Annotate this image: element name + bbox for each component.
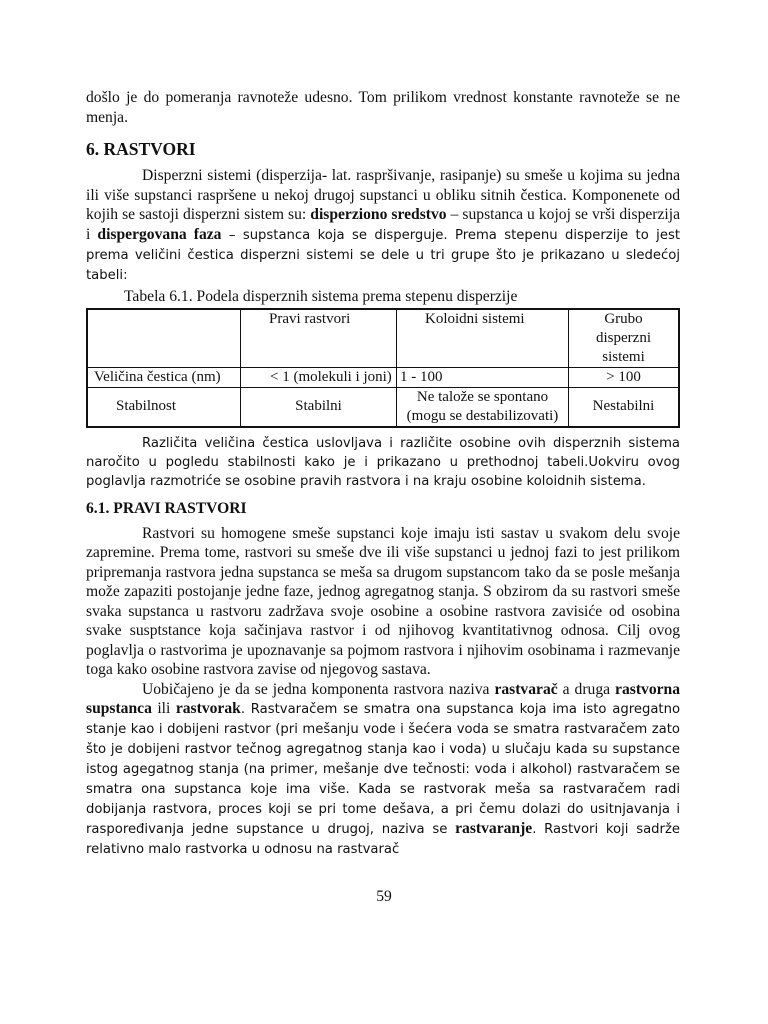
table-header-cell: Pravi rastvori — [241, 309, 397, 368]
table-cell: Stabilni — [241, 387, 397, 427]
table-header-cell — [87, 309, 241, 368]
term-rastvorak: rastvorak — [175, 700, 241, 717]
p4-text-a: Uobičajeno je da se jedna komponenta rastvora naziva — [142, 680, 495, 698]
p1-text-c: – supstanca u kojoj se vrši disperzija i — [86, 206, 681, 243]
term-rastvarac: rastvarač — [494, 680, 558, 698]
p4-text-d: ili — [151, 700, 176, 717]
dispersion-table — [86, 308, 680, 428]
table-row — [87, 367, 679, 387]
page-body — [86, 88, 680, 859]
table-cell: Nestabilni — [569, 387, 680, 427]
term-disperziono-sredstvo: disperziono sredstvo — [310, 206, 447, 223]
p1-text-a: Disperzni sistemi (disperzija- lat. raspršivanje, rasipanje) su smeše u kojima su jedna ili više supstanci raspršene u nekoj drugoj supstanci u obliku sitnih čestica. Komponenete od kojih se sastoji disperzni sistem su: — [86, 167, 680, 223]
table-cell: Veličina čestica (nm) — [87, 367, 241, 387]
table-cell: Ne talože se spontano (mogu se destabilizovati) — [397, 387, 569, 427]
table-cell: 1 - 100 — [397, 367, 569, 387]
intro-paragraph: došlo je do pomeranja ravnoteže udesno. Tom prilikom vrednost konstante ravnoteže se ne menja. — [86, 89, 680, 126]
page-number: 59 — [376, 888, 392, 905]
paragraph-true-solutions: Rastvori su homogene smeše supstanci koje imaju isti sastav u svakom delu svoje zapremine. Prema tome, rastvori su smeše dve ili više supstanci u jednoj fazi to jest prilikom pripremanja rastvora jedna supstanca se meša sa drugom supstancom tako da se posle mešanja može zapaziti postojanje jedne faze, jednog agregatnog stanja. S obzirom da su rastvori smeše svaka supstanca u rastvoru zadržava svoje osobine a osobine rastvora zavisiće od osobina svake susptstance koja sačinjava rastvor i od njihovog kvantitativnog odnosa. Cilj ovog poglavlja o rastvorima je upoznavanje sa pojmom rastvora i njihovim osobinama i razmevanje toga kako osobine rastvora zavise od njegovog sastava. — [86, 524, 680, 678]
section-title: 6. RASTVORI — [86, 139, 196, 159]
table-cell — [241, 367, 397, 387]
table-cell: > 100 — [569, 367, 680, 387]
table-caption: Tabela 6.1. Podela disperznih sistema prema stepenu disperzije — [124, 287, 518, 305]
table-header-cell: Koloidni sistemi — [397, 309, 569, 368]
table-cell: Stabilnost — [87, 387, 241, 427]
term-rastvaranje: rastvaranje — [455, 820, 533, 837]
table-header-row — [87, 309, 679, 368]
term-rastvorna-supstanca: rastvorna supstanca — [86, 680, 681, 717]
subsection-title: 6.1. PRAVI RASTVORI — [86, 499, 247, 517]
table-cell-text: < 1 (molekuli i joni) — [270, 368, 392, 385]
table-row — [87, 387, 679, 427]
paragraph-solvent — [86, 680, 680, 860]
p4-text-f: . Rastvori koji sadrže relativno malo rastvorka u odnosu na rastvarač — [86, 822, 680, 857]
p4-text-e: . Rastvaračem se smatra ona supstanca koja ima isto agregatno stanje kao i dobijeni rastvor (pri mešanju vode i šećera voda se smatra rastvaračem zato što je dobijeni rastvor tečnog agregatnog stanja kao i voda) u slučaju kada su supstance istog agegatnog stanja (na primer, mešanje dve tečnosti: voda i alkohol) rastvaračem se smatra ona supstanca koje ima više. Kada se rastvorak meša sa rastvaračem radi dobijanja rastvora, proces koji se pri tome dešava, a pri čemu dolazi do usitnjavanja i raspoređivanja jedne supstance u drugoj, naziva se — [86, 702, 681, 837]
table-header-cell: Grubo disperzni sistemi — [569, 309, 680, 368]
paragraph-disperse-systems — [86, 166, 680, 285]
paragraph-particle-size: Različita veličina čestica uslovljava i različite osobine ovih disperznih sistema naročito u pogledu stabilnosti kako je i prikazano u prethodnoj tabeli.Uokviru ovog poglavlja razmotriće se osobine pravih rastvora i na kraju osobine koloidnih sistema. — [86, 435, 680, 489]
p4-text-c: a druga — [557, 680, 616, 698]
term-dispergovana-faza: dispergovana faza — [97, 225, 222, 243]
p1-text-d: – supstanca koja se disperguje. Prema stepenu disperzije to jest prema veličini čestica disperzni sistemi se dele u tri grupe što je prikazano u sledećoj tabeli: — [86, 227, 680, 283]
